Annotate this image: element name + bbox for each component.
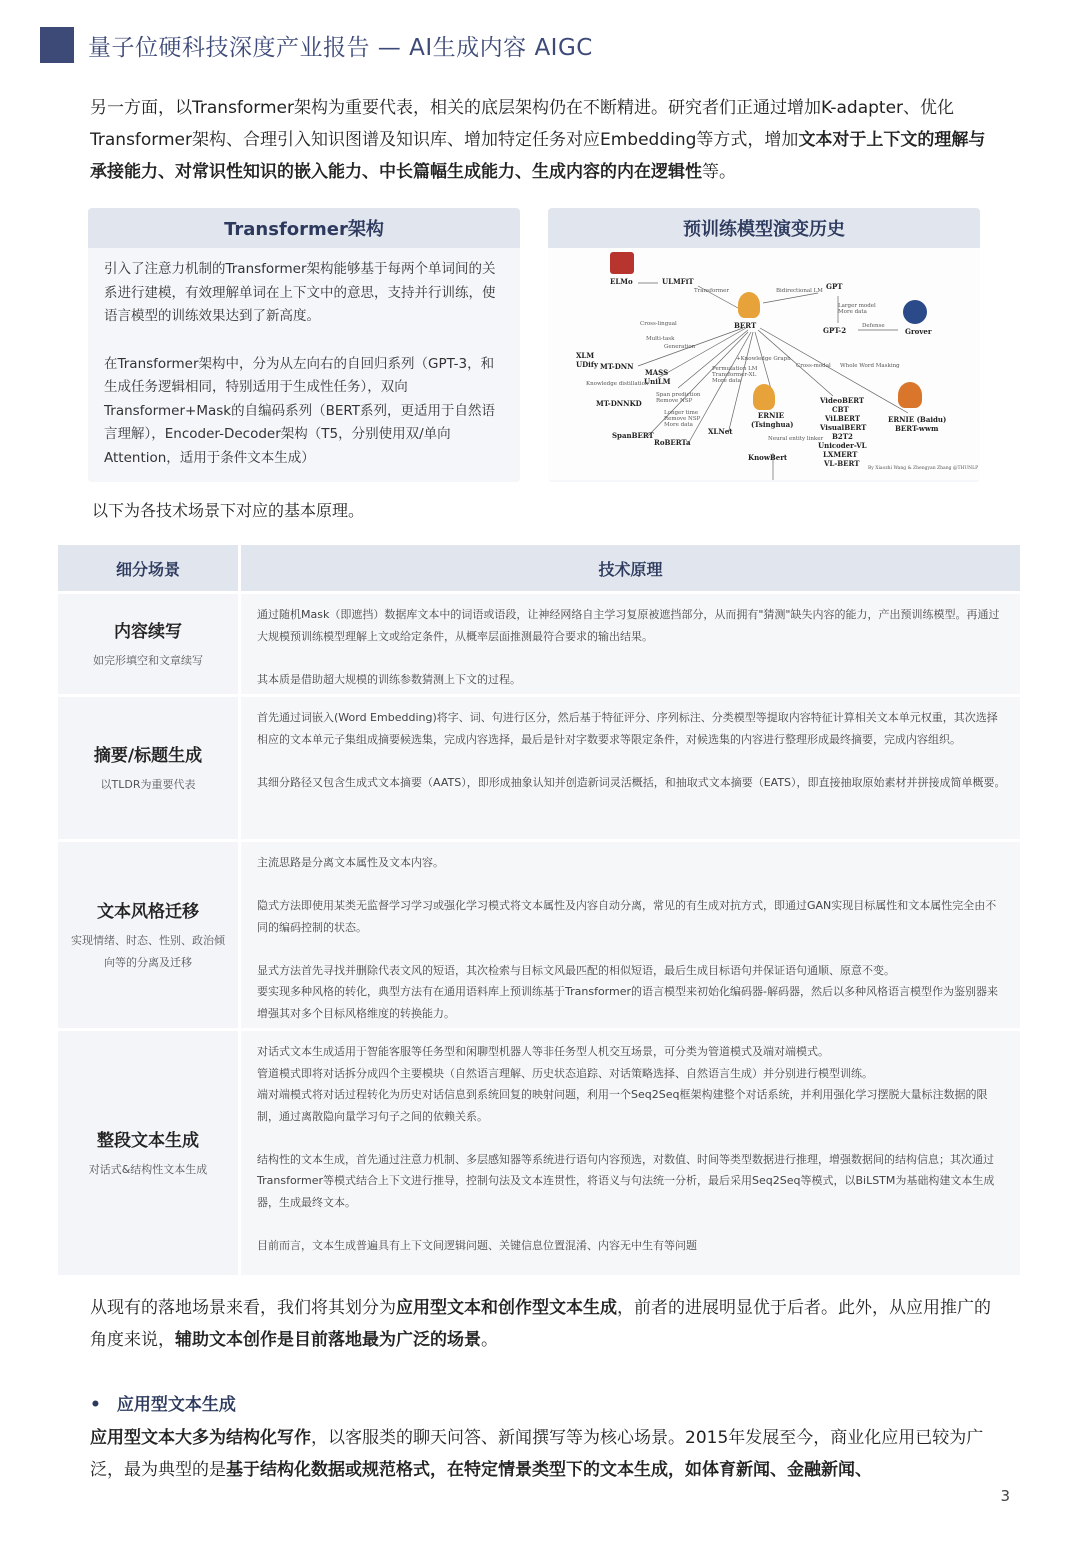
intro-paragraph xyxy=(90,92,1000,188)
node-gpt: GPT xyxy=(826,282,843,291)
transformer-card-p1: 引入了注意力机制的Transformer架构能够基于每两个单词间的关系进行建模，有效理解单词在上下文中的意思，支持并行训练，使语言模型的训练效果达到了新高度。 xyxy=(104,261,496,324)
edge-crosslingual: Cross-lingual xyxy=(640,321,677,327)
history-card-title: 预训练模型演变历史 xyxy=(548,208,980,248)
node-xlnet: XLNet xyxy=(708,427,733,436)
transformer-card-p2: 在Transformer架构中，分为从左向右的自回归系列（GPT-3，和生成任务逻辑相同，特别适用于生成性任务），双向Transformer+Mask的自编码系列（BERT系列，更适用于自然语言理解），Encoder-Decoder架构（T5，分别使用双/单向Attention，适用于条件文本生成） xyxy=(104,355,496,466)
row-principle-cell xyxy=(241,1031,1020,1275)
principle-line: 隐式方法即使用某类无监督学习学习或强化学习模式将文本属性及内容自动分离，常见的有生成对抗方式，即通过GAN实现目标属性和文本属性完全由不同的编码控制的状态。 xyxy=(257,899,997,934)
node-elmo: ELMo xyxy=(610,277,633,286)
node-videobert: VideoBERT xyxy=(820,396,865,405)
bullet-dot: • xyxy=(90,1395,101,1415)
node-lxmert: LXMERT xyxy=(823,450,858,459)
outro-bold-2: 辅助文本创作是目前落地最为广泛的场景 xyxy=(175,1330,481,1350)
table-intro: 以下为各技术场景下对应的基本原理。 xyxy=(92,501,365,520)
principle-line: 目前而言，文本生成普遍具有上下文间逻辑问题、关键信息位置混淆、内容无中生有等问题 xyxy=(257,1238,697,1252)
row-principle-cell xyxy=(241,594,1020,694)
node-ernie-baidu: ERNIE (Baidu) xyxy=(888,415,947,424)
principle-line: 主流思路是分离文本属性及文本内容。 xyxy=(257,856,444,869)
edge-multitask: Multi-task xyxy=(646,336,675,342)
row-subtitle: 对话式&结构性文本生成 xyxy=(88,1162,208,1176)
last-bold-2: 基于结构化数据或规范格式，在特定情景类型下的文本生成，如体育新闻、金融新闻、 xyxy=(226,1460,872,1480)
table-row xyxy=(58,1031,1020,1275)
last-text-1: ，以客服类的聊天问答、新闻撰写等为核心场景。2015年发展至今，商业化应用已较为广泛，最为典型的是 xyxy=(90,1428,984,1480)
node-bert-wwm: BERT-wwm xyxy=(895,424,939,433)
node-unilm: UniLM xyxy=(644,377,671,386)
ernie-baidu-mascot-icon xyxy=(898,382,922,408)
row-subtitle: 如完形填空和文章续写 xyxy=(93,653,203,667)
history-card xyxy=(548,208,980,482)
row-title: 内容续写 xyxy=(114,621,182,642)
edge-bidirectional: Bidirectional LM xyxy=(776,288,823,294)
node-ernie-tsinghua: ERNIE (Tsinghua) xyxy=(751,411,794,429)
row-scenario-cell xyxy=(58,842,238,1028)
principle-line: 首先通过词嵌入(Word Embedding)将字、词、句进行区分，然后基于特征评分、序列标注、分类模型等提取内容特征计算相关文本单元权重，其次选择相应的文本单元子集组成摘要候选集，完成内容选择，最后是针对字数要求等限定条件，对候选集的内容进行整理形成最终摘要，完成内容组织。 xyxy=(257,711,998,746)
row-subtitle: 以TLDR为重要代表 xyxy=(100,777,196,791)
node-grover: Grover xyxy=(905,327,932,336)
node-mtdnn: MT-DNN xyxy=(600,362,634,371)
edge-kg: +Knowledge Graph xyxy=(736,356,791,362)
row-principle-cell xyxy=(241,697,1020,839)
intro-text-1: 另一方面，以Transformer架构为重要代表，相关的底层架构仍在不断精进。研究者们正通过增加K-adapter、优化Transformer架构、合理引入知识图谱及知识库、增加特定任务对应Embedding等方式，增加 xyxy=(90,98,955,150)
intro-bold-1: 文本对于上下文的理解与承接能力、对常识性知识的嵌入能力、中长篇幅生成能力、生成内容的内在逻辑性 xyxy=(90,130,986,182)
node-vlbert: VL-BERT xyxy=(824,459,860,468)
principle-line: 端对端模式将对话过程转化为历史对话信息到系统回复的映射问题，利用一个Seq2Seq框架构建整个对话系统，并利用强化学习摆脱大量标注数据的限制，通过离散隐向量学习句子之间的依赖关系。 xyxy=(257,1088,988,1123)
transformer-card-title: Transformer架构 xyxy=(88,208,520,248)
principle-line: 要实现多种风格的转化，典型方法有在通用语料库上预训练基于Transformer的语言模型来初始化编码器-解码器，然后以多种风格语言模型作为鉴别器来增强其对多个目标风格维度的转换能力。 xyxy=(257,985,998,1020)
edge-longer: Longer time Remove NSP More data xyxy=(664,410,701,428)
bert-mascot-icon xyxy=(738,292,760,318)
outro-text-1: 从现有的落地场景来看，我们将其划分为 xyxy=(90,1298,396,1318)
principle-line: 结构性的文本生成，首先通过注意力机制、多层感知器等系统进行语句内容预选，对数值、时间等类型数据进行推理，增强数据间的结构信息；其次通过Transformer等模式结合上下文进行推导，控制句法及文本连贯性，将语义与句法统一分析，最后采用Seq2Seq等模式，以BiLSTM为基础构建文本生成器，生成最终文本。 xyxy=(257,1152,995,1209)
edge-crossmodal: Cross-modal xyxy=(796,363,831,369)
principle-line: 显式方法首先寻找并删除代表文风的短语，其次检索与目标文风最匹配的相似短语，最后生成目标语句并保证语句通顺、原意不变。 xyxy=(257,963,895,977)
principle-line: 管道模式即将对话拆分成四个主要模块（自然语言理解、历史状态追踪、对话策略选择、自然语言生成）并分别进行模型训练。 xyxy=(257,1066,873,1080)
node-knowbert: KnowBert xyxy=(748,453,788,462)
outro-bold-1: 应用型文本和创作型文本生成 xyxy=(396,1298,617,1318)
last-bold-1: 应用型文本大多为结构化写作 xyxy=(90,1428,311,1448)
row-principle-cell xyxy=(241,842,1020,1028)
ernie-tsinghua-mascot-icon xyxy=(753,384,775,410)
transformer-card-body xyxy=(88,248,520,504)
header-logo-block xyxy=(40,27,74,63)
table-row xyxy=(58,697,1020,839)
model-history-diagram xyxy=(548,248,980,480)
edge-generation: Generation xyxy=(664,344,696,350)
outro-text-2: ，前者的进展明显优于后者。此外，从应用推广的角度来说， xyxy=(90,1298,991,1350)
node-unicoder: Unicoder-VL xyxy=(818,441,867,450)
node-gpt2: GPT-2 xyxy=(823,326,847,335)
table-header-principle: 技术原理 xyxy=(241,545,1020,591)
principle-table xyxy=(58,545,1020,1275)
table-header-scenario: 细分场景 xyxy=(58,545,238,591)
principle-line: 其本质是借助超大规模的训练参数猜测上下文的过程。 xyxy=(257,672,521,686)
node-vilbert: ViLBERT xyxy=(825,414,861,423)
row-title: 整段文本生成 xyxy=(97,1130,199,1151)
principle-line: 通过随机Mask（即遮挡）数据库文本中的词语或语段，让神经网络自主学习复原被遮挡部分，从而拥有"猜测"缺失内容的能力，产出预训练模型。再通过大规模预训练模型理解上文或给定条件，从概率层面推测最符合要求的输出结果。 xyxy=(257,608,1000,643)
row-scenario-cell xyxy=(58,1031,238,1275)
edge-neural: Neural entity linker xyxy=(768,436,824,442)
transformer-card xyxy=(88,208,520,482)
row-subtitle: 实现情绪、时态、性别、政治倾向等的分离及迁移 xyxy=(71,933,225,969)
node-visualbert: VisualBERT xyxy=(820,423,867,432)
node-bert: BERT xyxy=(734,321,757,330)
intro-text-2: 等。 xyxy=(702,162,736,182)
table-row xyxy=(58,842,1020,1028)
elmo-mascot-icon xyxy=(610,252,634,274)
diagram-credit: By Xiaozhi Wang & Zhengyan Zhang @THUNLP xyxy=(868,466,979,471)
outro-paragraph xyxy=(90,1292,1000,1356)
header-title: 量子位硬科技深度产业报告 — AI生成内容 AIGC xyxy=(88,34,593,61)
principle-line: 对话式文本生成适用于智能客服等任务型和闲聊型机器人等非任务型人机交互场景，可分类为管道模式及端对端模式。 xyxy=(257,1045,829,1058)
node-spanbert: SpanBERT xyxy=(612,431,654,440)
row-title: 文本风格迁移 xyxy=(97,901,199,922)
outro-text-3: 。 xyxy=(481,1330,498,1350)
last-paragraph xyxy=(90,1422,1000,1486)
node-mtdnnkd: MT-DNNKD xyxy=(596,399,642,408)
node-mass: MASS xyxy=(645,368,669,377)
row-scenario-cell xyxy=(58,594,238,694)
page-header xyxy=(40,26,593,64)
node-roberta: RoBERTa xyxy=(654,438,691,447)
edge-permutation: Permutation LM Transformer-XL More data xyxy=(712,366,758,384)
row-scenario-cell xyxy=(58,697,238,839)
principle-line: 其细分路径又包含生成式文本摘要（AATS），即形成抽象认知并创造新词灵活概括，和抽取式文本摘要（EATS），即直接抽取原始素材并拼接成简单概要。 xyxy=(257,775,1006,789)
row-title: 摘要/标题生成 xyxy=(93,745,203,766)
edge-larger: Larger model More data xyxy=(838,303,876,315)
grover-mascot-icon xyxy=(903,300,927,324)
node-xlm: XLM xyxy=(576,351,595,360)
edge-transformer: Transformer xyxy=(694,288,730,294)
table-row xyxy=(58,594,1020,694)
edge-spanpred: Span prediction Remove NSP xyxy=(656,392,701,404)
bullet-label: 应用型文本生成 xyxy=(116,1395,236,1415)
node-cbt: CBT xyxy=(832,405,849,414)
node-b2t2: B2T2 xyxy=(832,432,853,441)
section-bullet-heading xyxy=(90,1390,236,1415)
table-header-row xyxy=(58,545,1020,591)
page-number: 3 xyxy=(1000,1487,1010,1505)
node-udify: UDify xyxy=(576,360,598,369)
edge-defense: Defense xyxy=(862,323,885,329)
edge-distill: Knowledge distillation xyxy=(586,381,649,387)
node-ulmfit: ULMFiT xyxy=(662,277,694,286)
edge-wholeword: Whole Word Masking xyxy=(840,363,900,369)
